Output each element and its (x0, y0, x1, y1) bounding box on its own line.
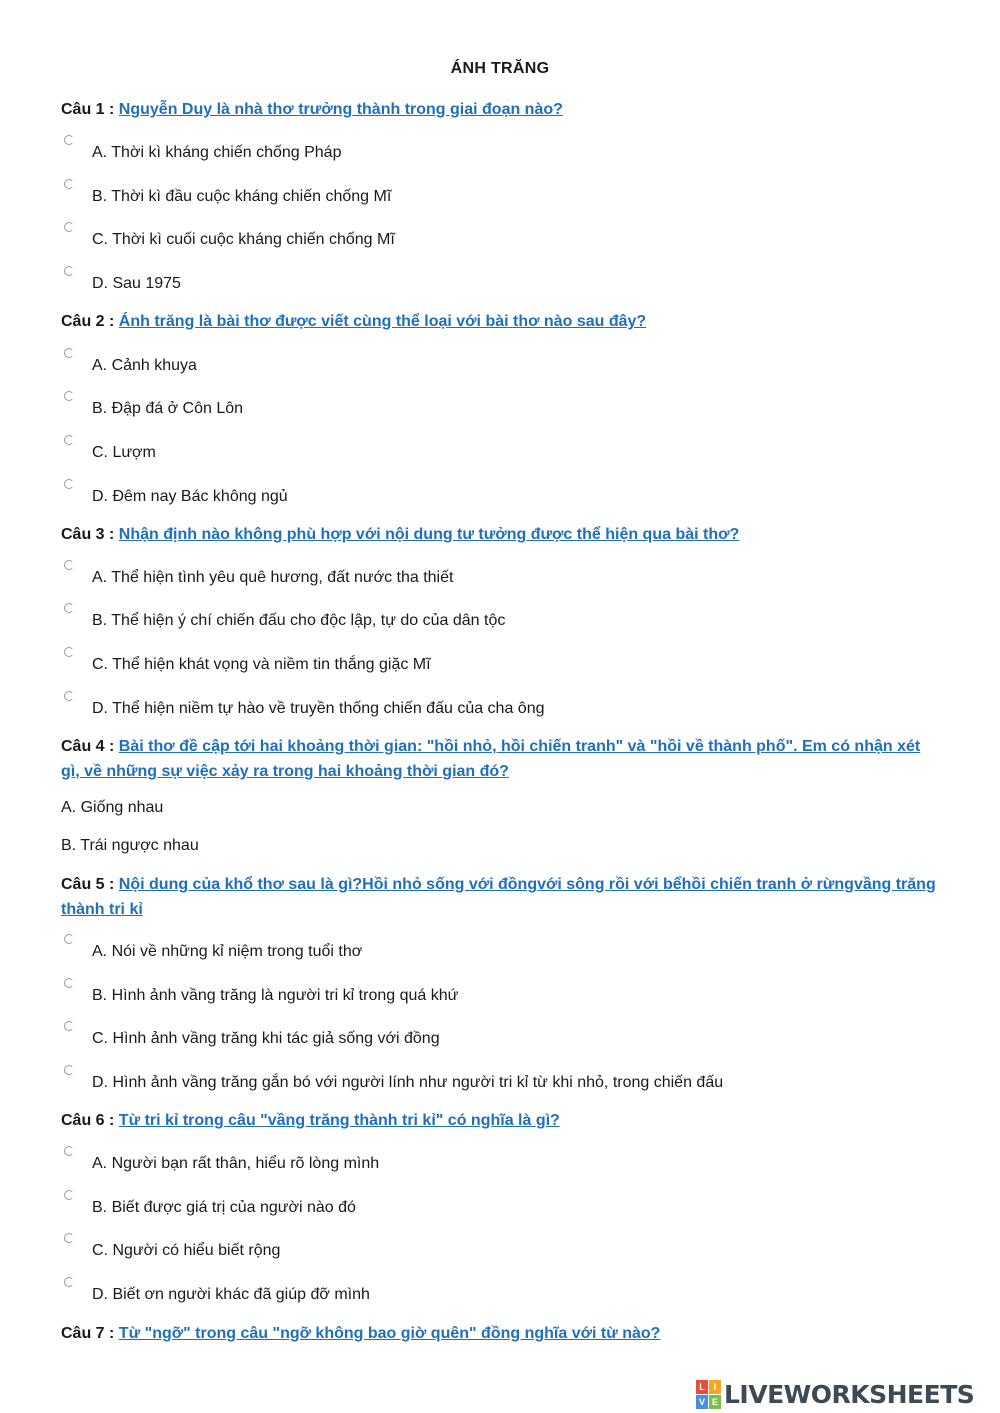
radio-icon[interactable] (64, 647, 74, 657)
question-label: Câu 5 : (61, 876, 115, 893)
option-label: B. Hình ảnh vầng trăng là người tri kỉ trong quá khứ (92, 987, 459, 1004)
radio-icon[interactable] (64, 1146, 74, 1156)
radio-icon[interactable] (64, 391, 74, 401)
radio-icon[interactable] (64, 560, 74, 570)
option-label: C. Lượm (92, 444, 156, 461)
option-label: D. Sau 1975 (92, 275, 181, 292)
option-label: A. Thời kì kháng chiến chống Pháp (92, 144, 342, 161)
option-label: C. Người có hiểu biết rộng (92, 1242, 281, 1259)
radio-icon[interactable] (64, 934, 74, 944)
logo-letter-v: V (696, 1395, 708, 1409)
logo-letter-l: L (696, 1380, 708, 1394)
liveworksheets-logo (696, 1378, 974, 1410)
option-label: B. Biết được giá trị của người nào đó (92, 1199, 356, 1216)
option-label: B. Thời kì đầu cuộc kháng chiến chống Mĩ (92, 188, 392, 205)
radio-icon[interactable] (64, 435, 74, 445)
liveworksheets-logo-icon (696, 1379, 722, 1409)
option-label: D. Biết ơn người khác đã giúp đỡ mình (92, 1286, 370, 1303)
logo-letter-i: I (709, 1380, 721, 1394)
radio-icon[interactable] (64, 691, 74, 701)
worksheet-title: ÁNH TRĂNG (450, 60, 550, 77)
option-label: D. Đêm nay Bác không ngủ (92, 488, 288, 505)
radio-icon[interactable] (64, 1277, 74, 1287)
radio-icon[interactable] (64, 1065, 74, 1075)
question-text: Nhận định nào không phù hợp với nội dung tư tưởng được thể hiện qua bài thơ? (118, 526, 740, 543)
radio-icon[interactable] (64, 135, 74, 145)
logo-letter-e: E (709, 1395, 721, 1409)
question-text: Bài thơ đề cập tới hai khoảng thời gian: "hồi nhỏ, hồi chiến tranh" và "hồi về thành phố". Em có nhận xét gì, về những sự việc xảy ra trong hai khoảng thời gian đó? (61, 738, 921, 780)
option-label: B. Đập đá ở Côn Lôn (92, 400, 244, 417)
question-6 (61, 1108, 941, 1133)
option-label: D. Thể hiện niềm tự hào về truyền thống chiến đấu của cha ông (92, 700, 545, 717)
question-text: Ánh trăng là bài thơ được viết cùng thể loại với bài thơ nào sau đây? (118, 313, 647, 330)
option-label: C. Hình ảnh vầng trăng khi tác giả sống với đồng (92, 1030, 440, 1047)
option-label: B. Thể hiện ý chí chiến đấu cho độc lập, tự do của dân tộc (92, 612, 506, 629)
question-label: Câu 1 : (61, 101, 115, 118)
question-label: Câu 4 : (61, 738, 115, 755)
radio-icon[interactable] (64, 266, 74, 276)
question-3 (61, 522, 941, 547)
plain-option-4b[interactable]: B. Trái ngược nhau (61, 837, 199, 854)
question-label: Câu 3 : (61, 526, 115, 543)
question-2 (61, 309, 941, 334)
question-text: Từ tri kỉ trong câu "vầng trăng thành tri kỉ" có nghĩa là gì? (118, 1112, 560, 1129)
radio-icon[interactable] (64, 978, 74, 988)
radio-icon[interactable] (64, 1233, 74, 1243)
question-1 (61, 97, 941, 122)
option-label: C. Thể hiện khát vọng và niềm tin thắng giặc Mĩ (92, 656, 431, 673)
question-text: Từ "ngỡ" trong câu "ngỡ không bao giờ quên" đồng nghĩa với từ nào? (118, 1325, 661, 1342)
question-label: Câu 6 : (61, 1112, 115, 1129)
question-text: Nguyễn Duy là nhà thơ trưởng thành trong giai đoạn nào? (118, 101, 563, 118)
liveworksheets-logo-text: LIVEWORKSHEETS (724, 1379, 975, 1409)
question-text: Nội dung của khổ thơ sau là gì?Hồi nhỏ sống với đồngvới sông rồi với bểhồi chiến tranh ở rừngvầng trăng thành tri kỉ (61, 876, 936, 918)
option-label: A. Thể hiện tình yêu quê hương, đất nước tha thiết (92, 569, 454, 586)
radio-icon[interactable] (64, 179, 74, 189)
option-label: A. Nói về những kỉ niệm trong tuổi thơ (92, 943, 363, 960)
option-label: D. Hình ảnh vầng trăng gắn bó với người lính như người tri kỉ từ khi nhỏ, trong chiến đấu (92, 1074, 724, 1091)
option-label: A. Cảnh khuya (92, 357, 197, 374)
radio-icon[interactable] (64, 348, 74, 358)
question-4 (61, 734, 941, 784)
radio-icon[interactable] (64, 222, 74, 232)
option-label: A. Người bạn rất thân, hiểu rõ lòng mình (92, 1155, 380, 1172)
question-label: Câu 2 : (61, 313, 115, 330)
option-label: C. Thời kì cuối cuộc kháng chiến chống Mĩ (92, 231, 395, 248)
question-7 (61, 1321, 941, 1346)
question-label: Câu 7 : (61, 1325, 115, 1342)
radio-icon[interactable] (64, 1190, 74, 1200)
radio-icon[interactable] (64, 479, 74, 489)
radio-icon[interactable] (64, 603, 74, 613)
plain-option-4a[interactable]: A. Giống nhau (61, 799, 164, 816)
radio-icon[interactable] (64, 1021, 74, 1031)
question-5 (61, 872, 941, 922)
